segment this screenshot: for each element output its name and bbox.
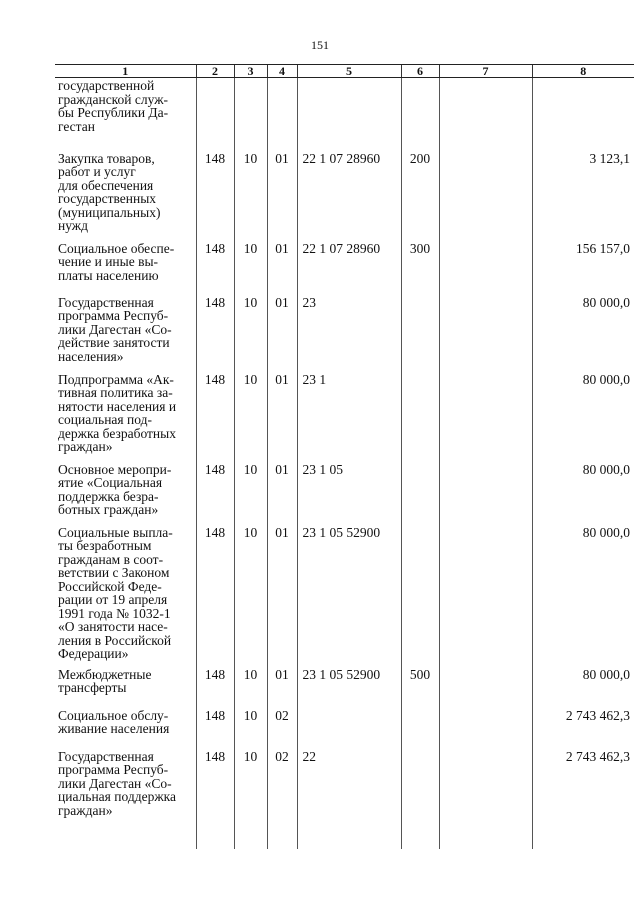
row-col-3: 10 [234, 295, 267, 372]
row-col-3 [234, 78, 267, 151]
row-col-3: 10 [234, 462, 267, 525]
row-col-5: 22 [297, 749, 401, 849]
row-col-4: 01 [267, 525, 297, 667]
row-col-8: 156 157,0 [532, 241, 634, 295]
row-col-4: 01 [267, 667, 297, 708]
row-col-6 [401, 525, 439, 667]
header-col-7: 7 [439, 65, 532, 78]
header-col-6: 6 [401, 65, 439, 78]
row-col-2: 148 [196, 462, 234, 525]
row-name: Межбюджетные трансферты [58, 666, 152, 695]
row-col-8: 80 000,0 [532, 525, 634, 667]
row-col-8: 2 743 462,3 [532, 749, 634, 849]
row-col-4: 01 [267, 295, 297, 372]
row-col-5: 23 1 05 52900 [297, 525, 401, 667]
row-col-6: 500 [401, 667, 439, 708]
row-col-7 [439, 151, 532, 241]
row-col-7 [439, 749, 532, 849]
header-col-4: 4 [267, 65, 297, 78]
row-name: Закупка товаров, работ и услуг для обеспечения государственных (муниципальных) нужд [58, 150, 161, 233]
row-col-6 [401, 708, 439, 749]
row-col-8: 80 000,0 [532, 295, 634, 372]
row-col-5: 22 1 07 28960 [297, 151, 401, 241]
row-col-5: 23 1 05 [297, 462, 401, 525]
row-col-7 [439, 372, 532, 462]
table-row [55, 295, 634, 372]
row-name: государственной гражданской служ- бы Республики Да- гестан [58, 78, 169, 134]
table-row [55, 78, 634, 151]
header-col-2: 2 [196, 65, 234, 78]
row-col-6 [401, 78, 439, 151]
row-col-3: 10 [234, 708, 267, 749]
row-col-6 [401, 462, 439, 525]
row-name: Подпрограмма «Ак- тивная политика за- нятости населения и социальная под- держка безработных граждан» [58, 371, 177, 454]
table-row [55, 525, 634, 667]
row-col-4: 01 [267, 372, 297, 462]
row-col-5: 23 [297, 295, 401, 372]
header-col-8: 8 [532, 65, 634, 78]
table-row [55, 372, 634, 462]
row-col-4: 01 [267, 462, 297, 525]
row-col-7 [439, 462, 532, 525]
row-col-3: 10 [234, 749, 267, 849]
row-col-6: 300 [401, 241, 439, 295]
row-col-2: 148 [196, 151, 234, 241]
row-col-2: 148 [196, 241, 234, 295]
header-col-5: 5 [297, 65, 401, 78]
row-name: Социальное обеспе- чение и иные вы- платы населению [58, 240, 175, 283]
table-row [55, 667, 634, 708]
row-col-7 [439, 525, 532, 667]
table-row [55, 462, 634, 525]
row-col-3: 10 [234, 151, 267, 241]
row-col-5: 23 1 [297, 372, 401, 462]
row-col-7 [439, 78, 532, 151]
row-col-8: 3 123,1 [532, 151, 634, 241]
table-row [55, 241, 634, 295]
row-col-8 [532, 78, 634, 151]
page-number: 151 [311, 38, 329, 52]
row-col-4: 01 [267, 241, 297, 295]
row-col-2: 148 [196, 667, 234, 708]
row-col-8: 80 000,0 [532, 372, 634, 462]
row-name: Государственная программа Респуб- лики Дагестан «Со- циальная поддержка граждан» [58, 748, 176, 818]
row-col-7 [439, 241, 532, 295]
row-col-6: 200 [401, 151, 439, 241]
row-name: Социальные выпла- ты безработным гражданам в соот- ветствии с Законом Российской Феде- рации от 19 апреля 1991 года № 1032-1 «О занятости насе- ления в Российской Федерации» [58, 524, 173, 661]
row-col-4 [267, 78, 297, 151]
row-col-4: 02 [267, 749, 297, 849]
row-col-3: 10 [234, 241, 267, 295]
table-row [55, 708, 634, 749]
row-col-4: 02 [267, 708, 297, 749]
budget-table [55, 64, 634, 849]
row-col-5 [297, 78, 401, 151]
row-col-7 [439, 708, 532, 749]
row-col-6 [401, 372, 439, 462]
row-col-3: 10 [234, 372, 267, 462]
row-col-3: 10 [234, 667, 267, 708]
row-col-2: 148 [196, 372, 234, 462]
row-col-7 [439, 667, 532, 708]
row-col-4: 01 [267, 151, 297, 241]
row-name: Государственная программа Респуб- лики Дагестан «Со- действие занятости населения» [58, 294, 172, 364]
row-col-6 [401, 749, 439, 849]
header-col-3: 3 [234, 65, 267, 78]
row-col-2: 148 [196, 708, 234, 749]
row-col-2: 148 [196, 295, 234, 372]
row-col-2: 148 [196, 749, 234, 849]
row-col-3: 10 [234, 525, 267, 667]
row-name: Социальное обслу- живание населения [58, 707, 170, 736]
row-col-7 [439, 295, 532, 372]
header-row [55, 65, 634, 78]
row-col-8: 80 000,0 [532, 667, 634, 708]
row-col-5: 22 1 07 28960 [297, 241, 401, 295]
row-col-5 [297, 708, 401, 749]
row-col-2 [196, 78, 234, 151]
table-row [55, 151, 634, 241]
row-col-6 [401, 295, 439, 372]
table-row [55, 749, 634, 849]
row-name: Основное меропри- ятие «Социальная поддержка безра- ботных граждан» [58, 461, 172, 517]
row-col-5: 23 1 05 52900 [297, 667, 401, 708]
header-col-1: 1 [55, 65, 196, 78]
row-col-8: 2 743 462,3 [532, 708, 634, 749]
row-col-8: 80 000,0 [532, 462, 634, 525]
row-col-2: 148 [196, 525, 234, 667]
